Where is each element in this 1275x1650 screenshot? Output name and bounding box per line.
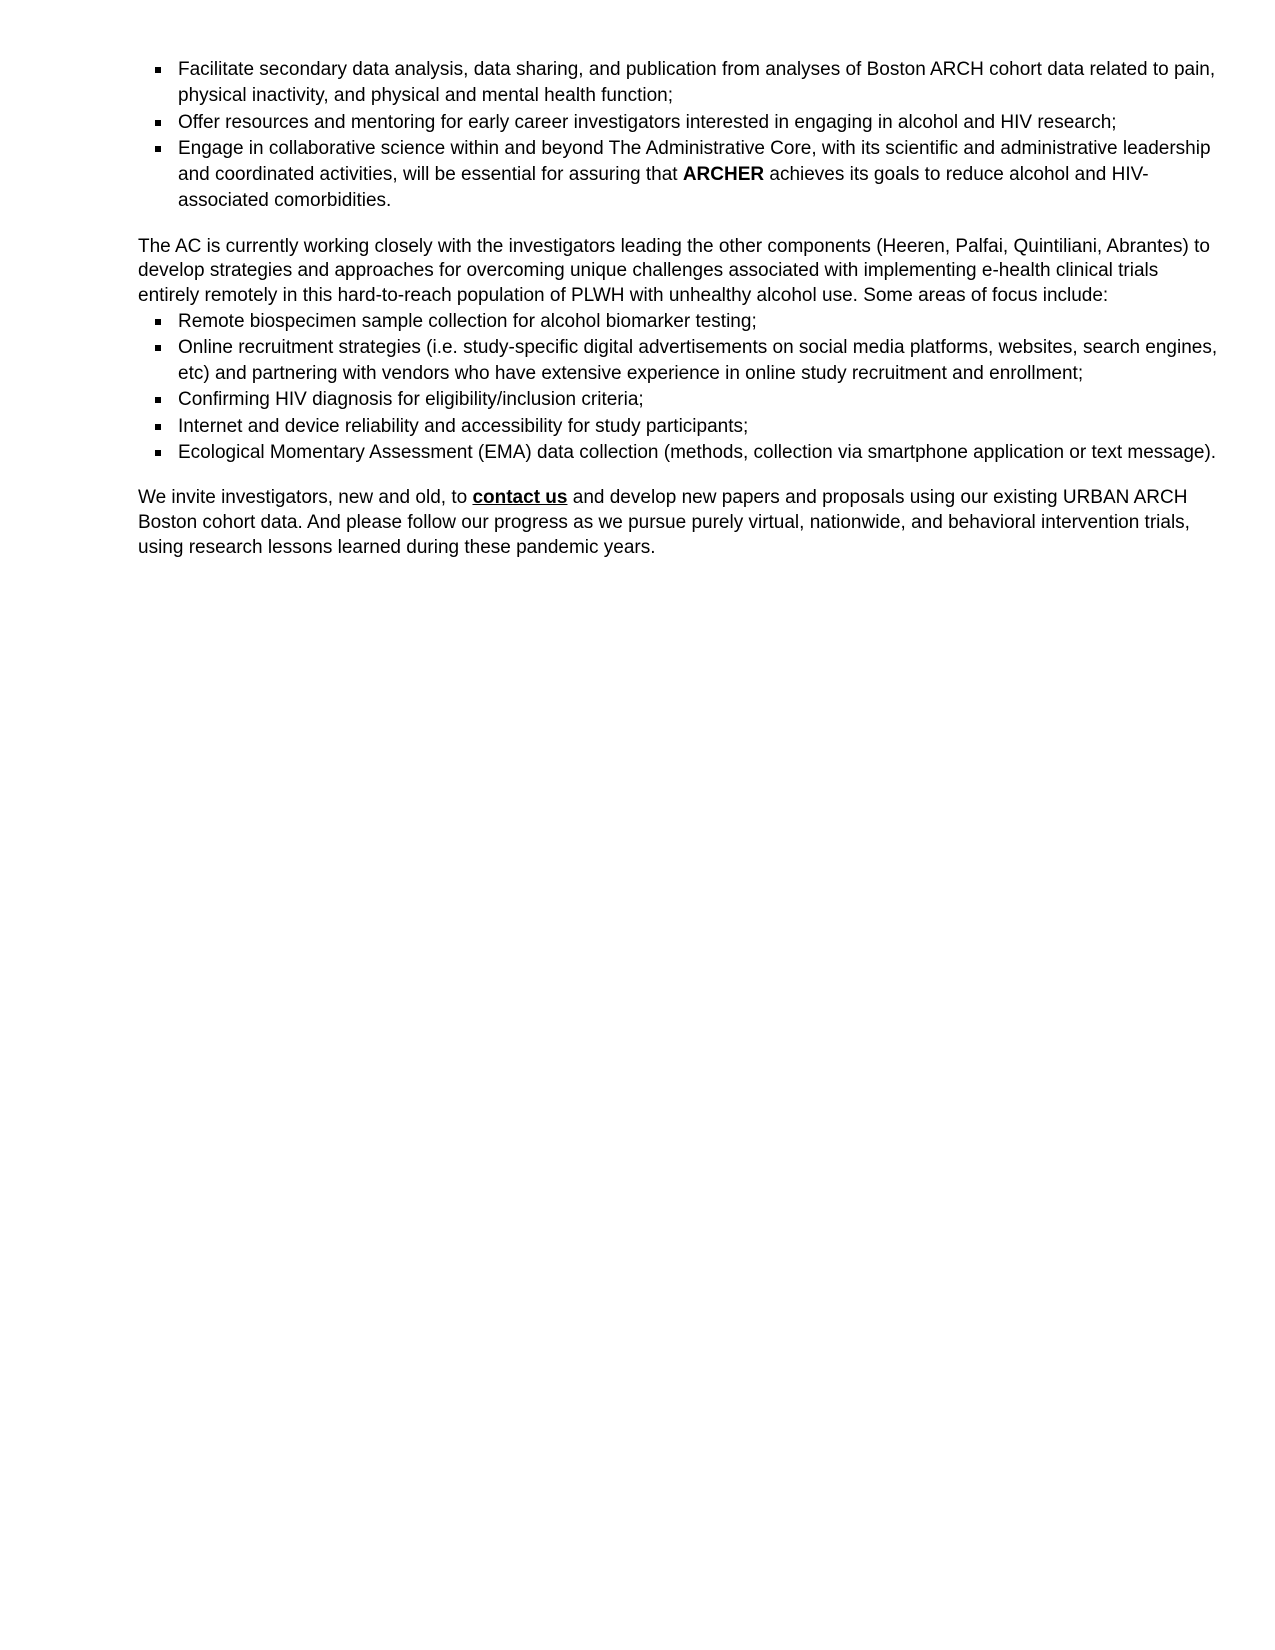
list-item: [178, 136, 1218, 215]
list-item: [178, 110, 1218, 136]
list-item-text: Internet and device reliability and accessibility for study participants;: [178, 415, 749, 437]
square-bullet-icon: [155, 450, 161, 456]
invite-text-end: and develop new papers and proposals using our existing URBAN ARCH Boston cohort data. And please follow our progress as we pursue purely virtual, nationwide, and behavioral intervention trials, using research lessons learned during these pandemic years.: [138, 487, 1190, 558]
list-item: [178, 414, 1218, 440]
square-bullet-icon: [155, 67, 161, 73]
list-item-text: Facilitate secondary data analysis, data sharing, and publication from analyses of Boston ARCH cohort data related to pain, physical inactivity, and physical and mental health function;: [178, 59, 1216, 107]
invite-paragraph: [138, 486, 1218, 560]
list-item-text: Online recruitment strategies (i.e. study-specific digital advertisements on social media platforms, websites, search engines, etc) and partnering with vendors who have extensive experience in online study recruitment and enrollment;: [178, 336, 1218, 385]
list-item-text-start: Engage in collaborative science within and beyond The Administrative Core, with its scientific and administrative leadership and coordinated activities, will be essential for assuring that: [178, 137, 1211, 186]
list-item-text-end: achieves its goals to reduce alcohol and HIV-associated comorbidities.: [178, 164, 1149, 212]
list-item-text: Offer resources and mentoring for early career investigators interested in engaging in alcohol and HIV research;: [178, 111, 1117, 133]
square-bullet-icon: [155, 424, 161, 430]
square-bullet-icon: [155, 146, 161, 152]
list-item: [178, 57, 1218, 110]
goals-list: [138, 57, 1218, 215]
list-item-text: Confirming HIV diagnosis for eligibility/inclusion criteria;: [178, 389, 644, 411]
invite-text-start: We invite investigators, new and old, to: [138, 487, 473, 509]
contact-us-link[interactable]: contact us: [472, 487, 568, 509]
archer-name: ARCHER: [682, 164, 765, 186]
focus-areas-list: [138, 309, 1218, 467]
square-bullet-icon: [155, 120, 161, 126]
square-bullet-icon: [155, 319, 161, 325]
document-page: [138, 57, 1218, 560]
list-item: [178, 440, 1218, 466]
ac-paragraph: The AC is currently working closely with the investigators leading the other components (Heeren, Palfai, Quintiliani, Abrantes) to develop strategies and approaches for overcoming unique challenges associated with implementing e-health clinical trials entirely remotely in this hard-to-reach population of PLWH with unhealthy alcohol use. Some areas of focus include:: [138, 235, 1210, 306]
list-item-text: Remote biospecimen sample collection for alcohol biomarker testing;: [178, 310, 757, 332]
square-bullet-icon: [155, 345, 161, 351]
list-item: [178, 309, 1218, 335]
list-item-text: Ecological Momentary Assessment (EMA) data collection (methods, collection via smartphone application or text message).: [178, 442, 1217, 464]
list-item: [178, 387, 1218, 413]
list-item: [178, 335, 1218, 388]
square-bullet-icon: [155, 397, 161, 403]
